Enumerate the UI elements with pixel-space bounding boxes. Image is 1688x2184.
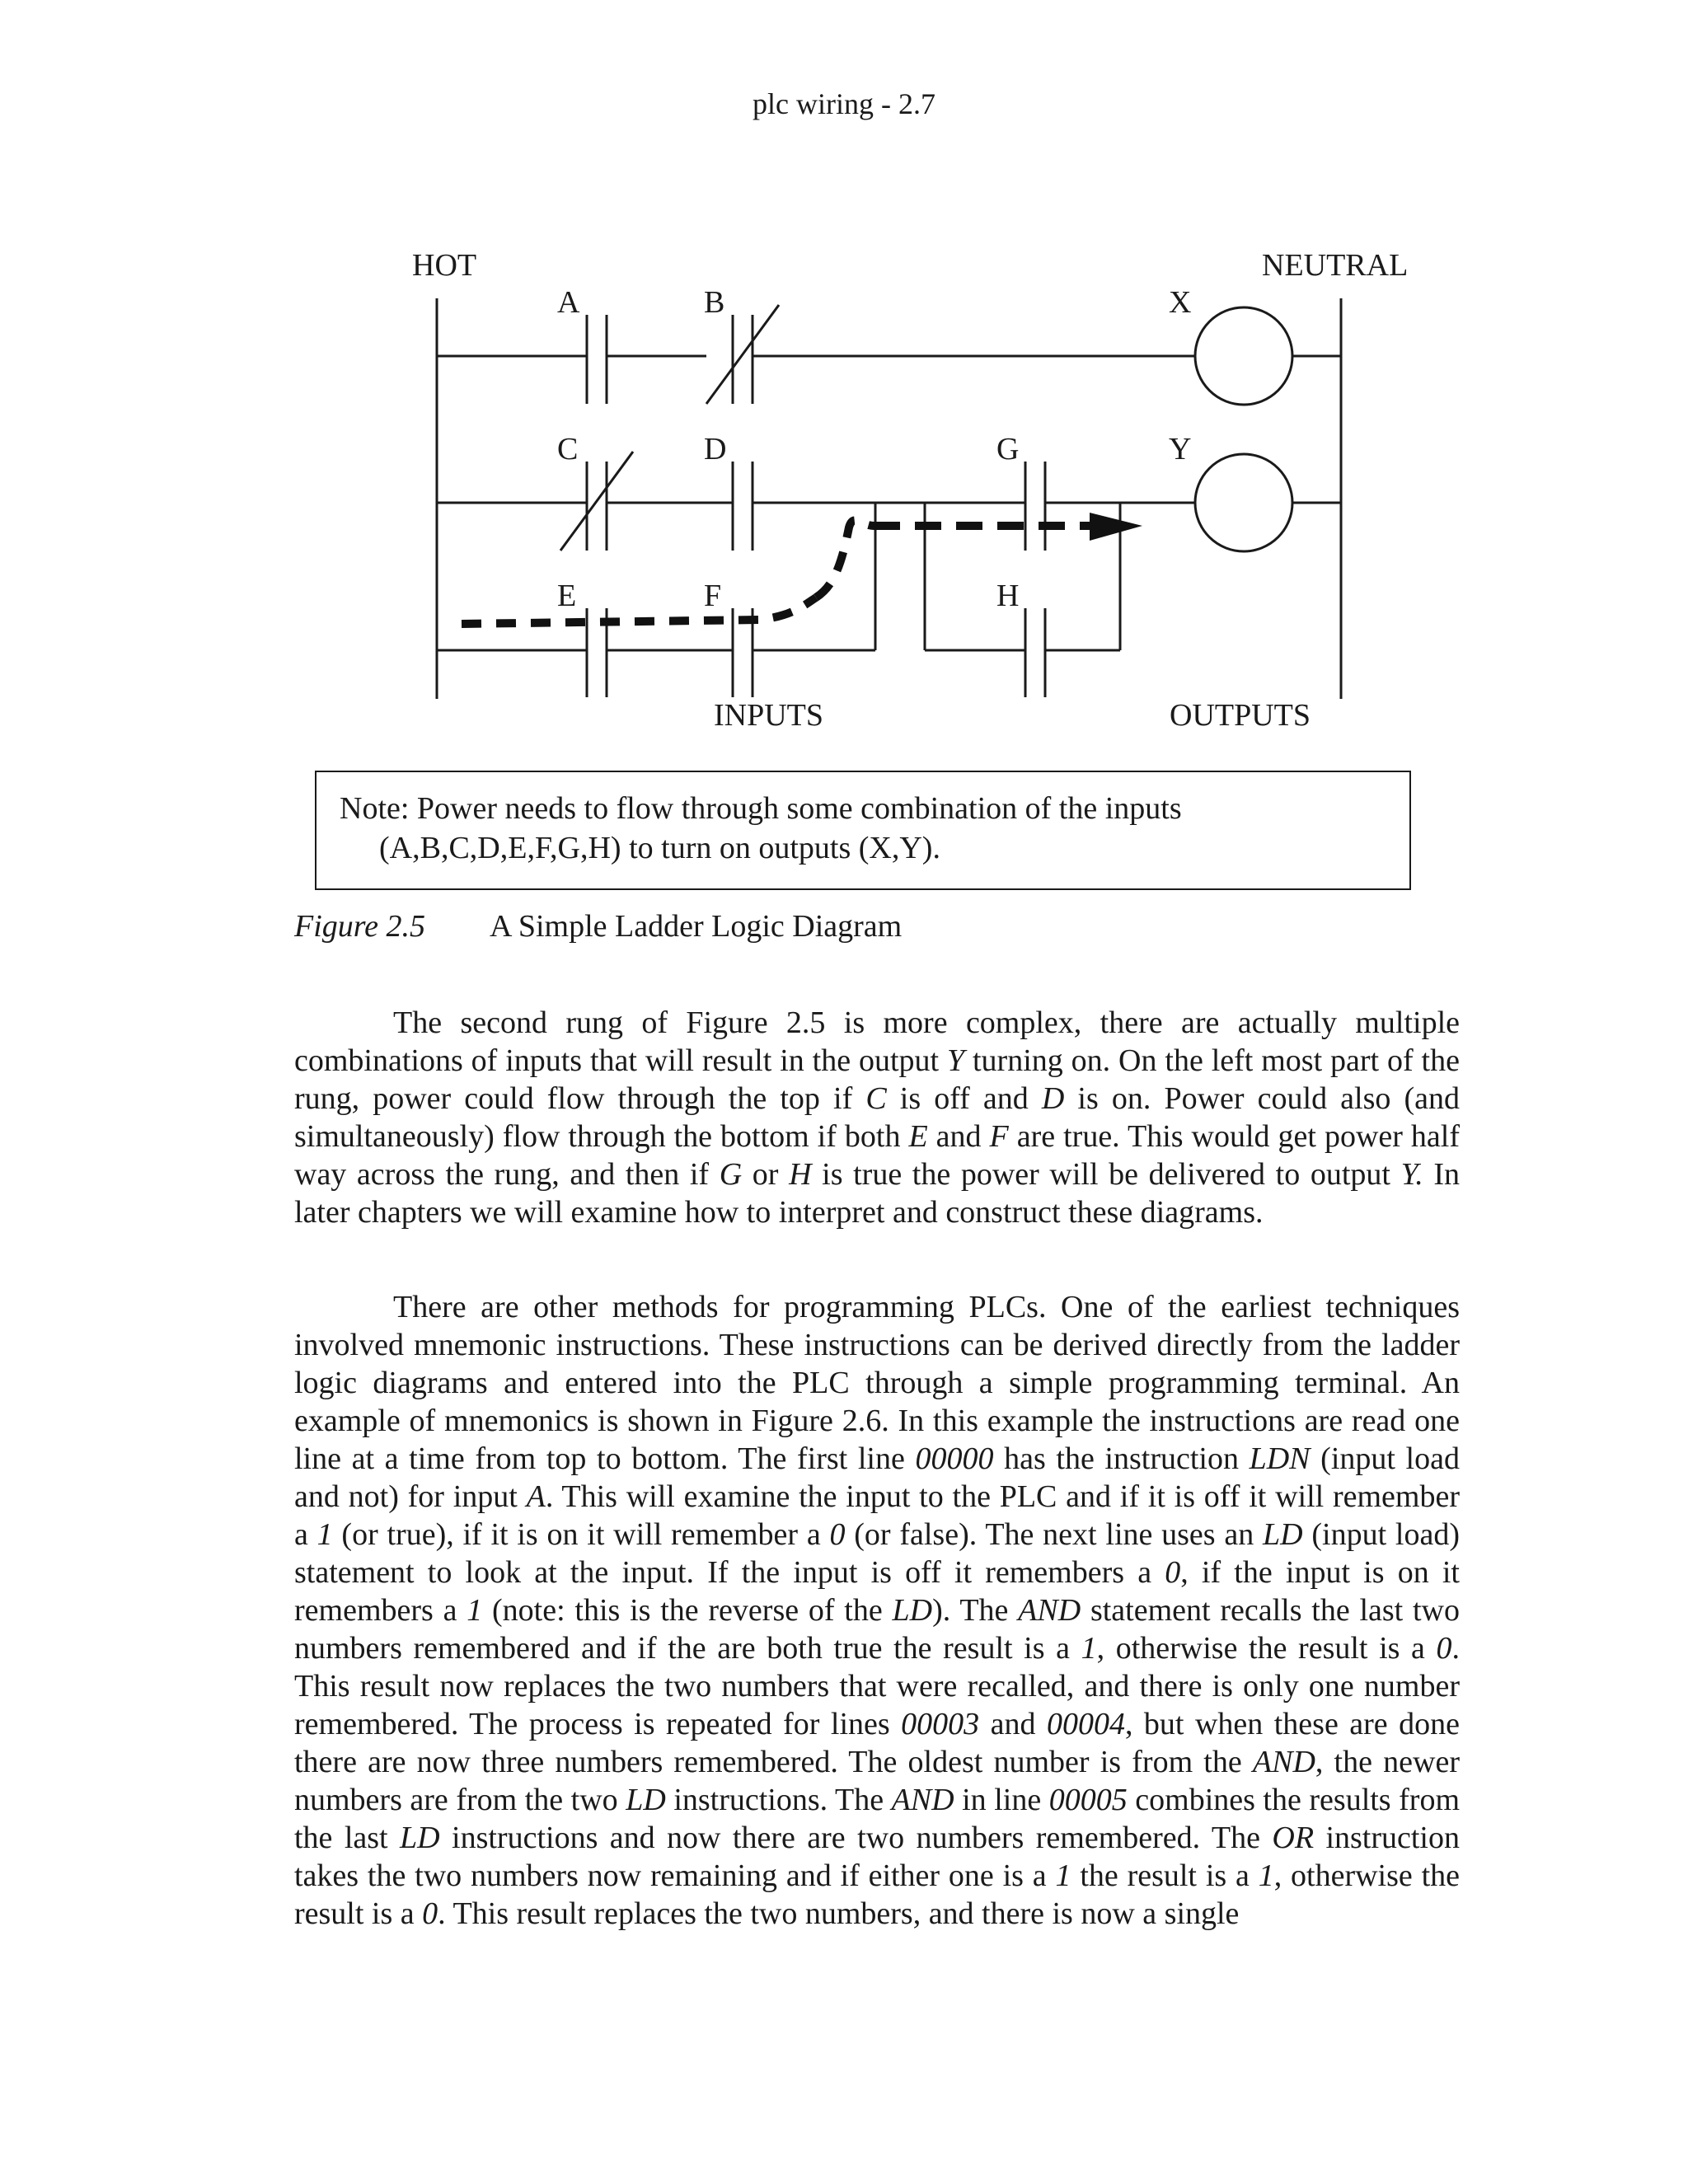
p2-term: 0 xyxy=(829,1517,846,1552)
contact-c xyxy=(560,452,633,551)
p1-text: or xyxy=(742,1157,790,1192)
p2-term: AND xyxy=(1018,1593,1081,1628)
p2-term: 00004 xyxy=(1046,1707,1125,1741)
p2-text: , the newer numbers are from the two xyxy=(294,1745,1460,1817)
contact-g xyxy=(1025,462,1045,551)
paragraph-1 xyxy=(294,1004,1460,1231)
p2-text: , otherwise the result is a xyxy=(1096,1631,1437,1666)
label-e: E xyxy=(557,579,577,613)
label-x: X xyxy=(1169,285,1192,320)
p2-text: (note: this is the reverse of the xyxy=(482,1593,893,1628)
label-g: G xyxy=(996,432,1020,466)
label-c: C xyxy=(557,432,579,466)
p2-term: LD xyxy=(1263,1517,1303,1552)
p2-text: in line xyxy=(954,1783,1049,1817)
p1-text: The second rung of Figure 2.5 is more complex, there are actually multiple combinations of inputs that will result in the output xyxy=(294,1005,1460,1078)
figure-caption xyxy=(294,908,902,944)
p2-term: 00005 xyxy=(1048,1783,1128,1817)
p2-term: 0 xyxy=(422,1896,438,1931)
p2-term: LD xyxy=(892,1593,933,1628)
p2-text: instructions. The xyxy=(665,1783,892,1817)
p2-text: . This result now replaces the two numbers that were recalled, and there is only one number remembered. The process is repeated for lines xyxy=(294,1631,1461,1741)
p2-text: has the instruction xyxy=(993,1441,1250,1476)
label-a: A xyxy=(557,285,580,320)
paragraph-2 xyxy=(294,1288,1460,1933)
p2-text: (or false). The next line uses an xyxy=(845,1517,1263,1552)
p2-term: 1 xyxy=(1258,1858,1274,1893)
p2-text: the result is a xyxy=(1071,1858,1259,1893)
p2-term: LD xyxy=(400,1821,440,1855)
p2-term: 0 xyxy=(1165,1555,1181,1590)
p2-term: LD xyxy=(626,1783,666,1817)
p2-term: 00003 xyxy=(901,1707,980,1741)
p2-text: and xyxy=(979,1707,1047,1741)
hot-label: HOT xyxy=(412,248,477,283)
figure-title: A Simple Ladder Logic Diagram xyxy=(490,909,903,944)
p1-text: is off and xyxy=(886,1081,1042,1116)
p2-text: (input load and not) for input xyxy=(294,1441,1460,1514)
p1-var: C xyxy=(865,1081,887,1116)
page-header: plc wiring - 2.7 xyxy=(753,87,935,120)
p2-text: instruction takes the two numbers now remaining and if either one is a xyxy=(294,1821,1460,1893)
p2-text: . This result replaces the two numbers, and there is now a single xyxy=(438,1896,1240,1931)
label-h: H xyxy=(996,579,1020,613)
contact-d xyxy=(733,462,753,551)
p2-term: LDN xyxy=(1249,1441,1311,1476)
p2-term: AND xyxy=(1252,1745,1315,1779)
p1-var: E xyxy=(908,1119,928,1154)
p2-term: 1 xyxy=(316,1517,333,1552)
p2-text: (input load) statement to look at the input. If the input is off it remembers a xyxy=(294,1517,1460,1590)
note-box xyxy=(315,771,1411,890)
p2-text: There are other methods for programming PLCs. One of the earliest techniques involved mnemonic instructions. These instructions can be derived directly from the ladder logic diagrams and entered into the PLC through a simple programming terminal. An example of mnemonics is shown in Figure 2.6. In this example the instructions are read one line at a time from top to bottom. The first line xyxy=(294,1290,1460,1476)
p2-text: instructions and now there are two numbers remembered. The xyxy=(439,1821,1273,1855)
p2-term: 00000 xyxy=(915,1441,994,1476)
p2-term: 1 xyxy=(467,1593,483,1628)
label-b: B xyxy=(704,285,725,320)
p2-text: statement recalls the last two numbers remembered and if the are both true the result is a xyxy=(294,1593,1460,1666)
coil-y xyxy=(1195,454,1292,551)
p2-text: , but when these are done there are now three numbers remembered. The oldest number is from the xyxy=(294,1707,1460,1779)
label-d: D xyxy=(704,432,727,466)
inputs-label: INPUTS xyxy=(714,698,824,733)
p1-var: G xyxy=(719,1157,743,1192)
p1-text: is true the power will be delivered to output xyxy=(811,1157,1401,1192)
p1-var: Y. xyxy=(1400,1157,1423,1192)
note-line-1: Note: Power needs to flow through some combination of the inputs xyxy=(340,791,1182,826)
outputs-label: OUTPUTS xyxy=(1170,698,1311,733)
p2-term: 1 xyxy=(1081,1631,1097,1666)
ladder-logic-diagram xyxy=(0,0,1688,766)
p1-text: In later chapters we will examine how to interpret and construct these diagrams. xyxy=(294,1157,1460,1230)
p2-text: . This will examine the input to the PLC and if it is off it will remember a xyxy=(294,1479,1460,1552)
contact-b xyxy=(706,305,779,404)
coil-x xyxy=(1195,307,1292,405)
p1-var: H xyxy=(789,1157,812,1192)
p1-text: are true. This would get power half way across the rung, and then if xyxy=(294,1119,1460,1192)
p2-term: 1 xyxy=(1055,1858,1071,1893)
p2-text: ). The xyxy=(932,1593,1019,1628)
p2-term: A xyxy=(526,1479,546,1514)
p2-text: , if the input is on it remembers a xyxy=(294,1555,1460,1628)
p1-var: D xyxy=(1041,1081,1065,1116)
contact-a xyxy=(587,315,607,404)
p2-text: combines the results from the last xyxy=(294,1783,1460,1855)
note-line-2: (A,B,C,D,E,F,G,H) to turn on outputs (X,Y). xyxy=(379,831,940,865)
p2-term: OR xyxy=(1272,1821,1315,1855)
p2-text: , otherwise the result is a xyxy=(294,1858,1461,1931)
label-y: Y xyxy=(1169,432,1192,466)
p1-text: is on. Power could also (and simultaneously) flow through the bottom if both xyxy=(294,1081,1460,1154)
p1-text: turning on. On the left most part of the rung, power could flow through the top if xyxy=(294,1043,1460,1116)
p1-var: Y xyxy=(946,1043,965,1078)
contact-h xyxy=(1025,608,1045,697)
p1-var: F xyxy=(989,1119,1009,1154)
neutral-label: NEUTRAL xyxy=(1262,248,1409,283)
p2-term: AND xyxy=(891,1783,954,1817)
p2-term: 0 xyxy=(1436,1631,1452,1666)
p1-text: and xyxy=(927,1119,990,1154)
figure-number: Figure 2.5 xyxy=(294,909,426,944)
p2-text: (or true), if it is on it will remember a xyxy=(332,1517,830,1552)
label-f: F xyxy=(704,579,722,613)
